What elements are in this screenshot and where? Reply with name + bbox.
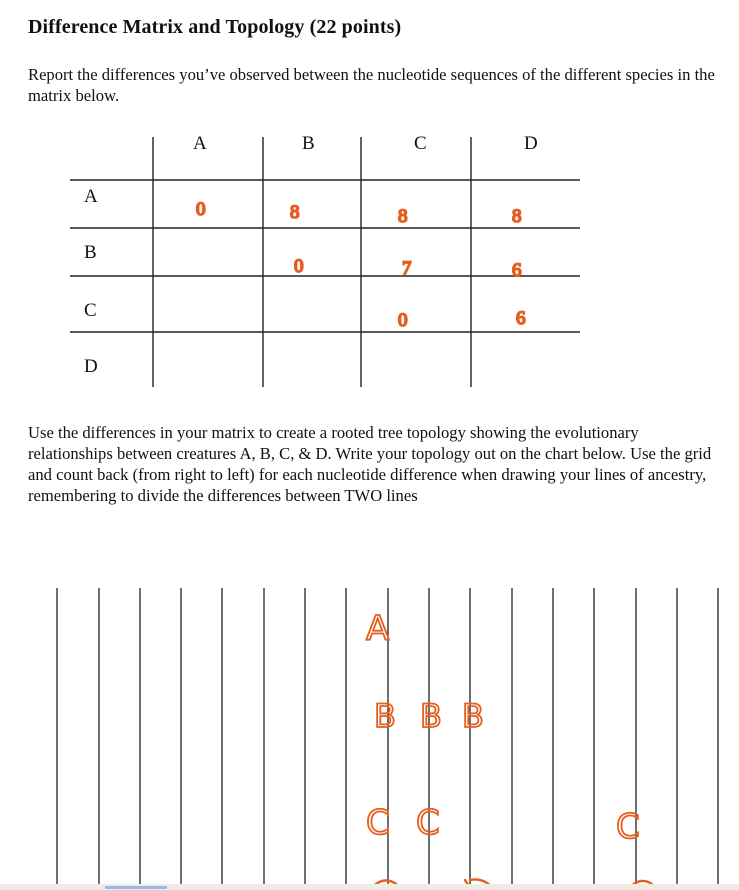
row-header-a: A	[84, 186, 98, 207]
column-header-c: C	[414, 133, 427, 154]
topology-label-c1: C	[366, 803, 390, 843]
topology-label-c3: C	[616, 807, 640, 847]
value-a-a: 0	[196, 199, 206, 220]
row-header-c: C	[84, 300, 97, 321]
topology-label-b1: B	[374, 697, 396, 735]
topology-instructions: Use the differences in your matrix to create a rooted tree topology showing the evolutionary relationships between creatures A, B, C, & D. Write your topology out on the chart below. Use the grid and count back (from right to left) for each nucleotide difference when drawing your lines of ancestry, remembering to divide the differences between TWO lines	[28, 423, 712, 505]
topology-label-a: A	[366, 609, 390, 649]
value-c-c: 0	[398, 310, 408, 331]
value-c-d: 6	[516, 308, 526, 329]
value-b-b: 0	[294, 256, 304, 277]
selection-highlight	[105, 886, 167, 889]
matrix-instructions: Report the differences you’ve observed between the nucleotide sequences of the different species in the matrix below.	[28, 65, 715, 105]
topology-label-b2: B	[420, 697, 442, 735]
value-a-c: 8	[398, 206, 408, 227]
row-header-d: D	[84, 356, 98, 377]
value-b-d: 6	[512, 260, 522, 281]
topology-label-b3: B	[462, 697, 484, 735]
value-b-c: 7	[402, 258, 412, 279]
column-header-a: A	[193, 133, 207, 154]
row-header-b: B	[84, 242, 97, 263]
page-title: Difference Matrix and Topology (22 points)	[28, 16, 402, 38]
column-header-b: B	[302, 133, 315, 154]
topology-label-c2: C	[416, 803, 440, 843]
column-header-d: D	[524, 133, 538, 154]
value-a-d: 8	[512, 206, 522, 227]
value-a-b: 8	[290, 202, 300, 223]
